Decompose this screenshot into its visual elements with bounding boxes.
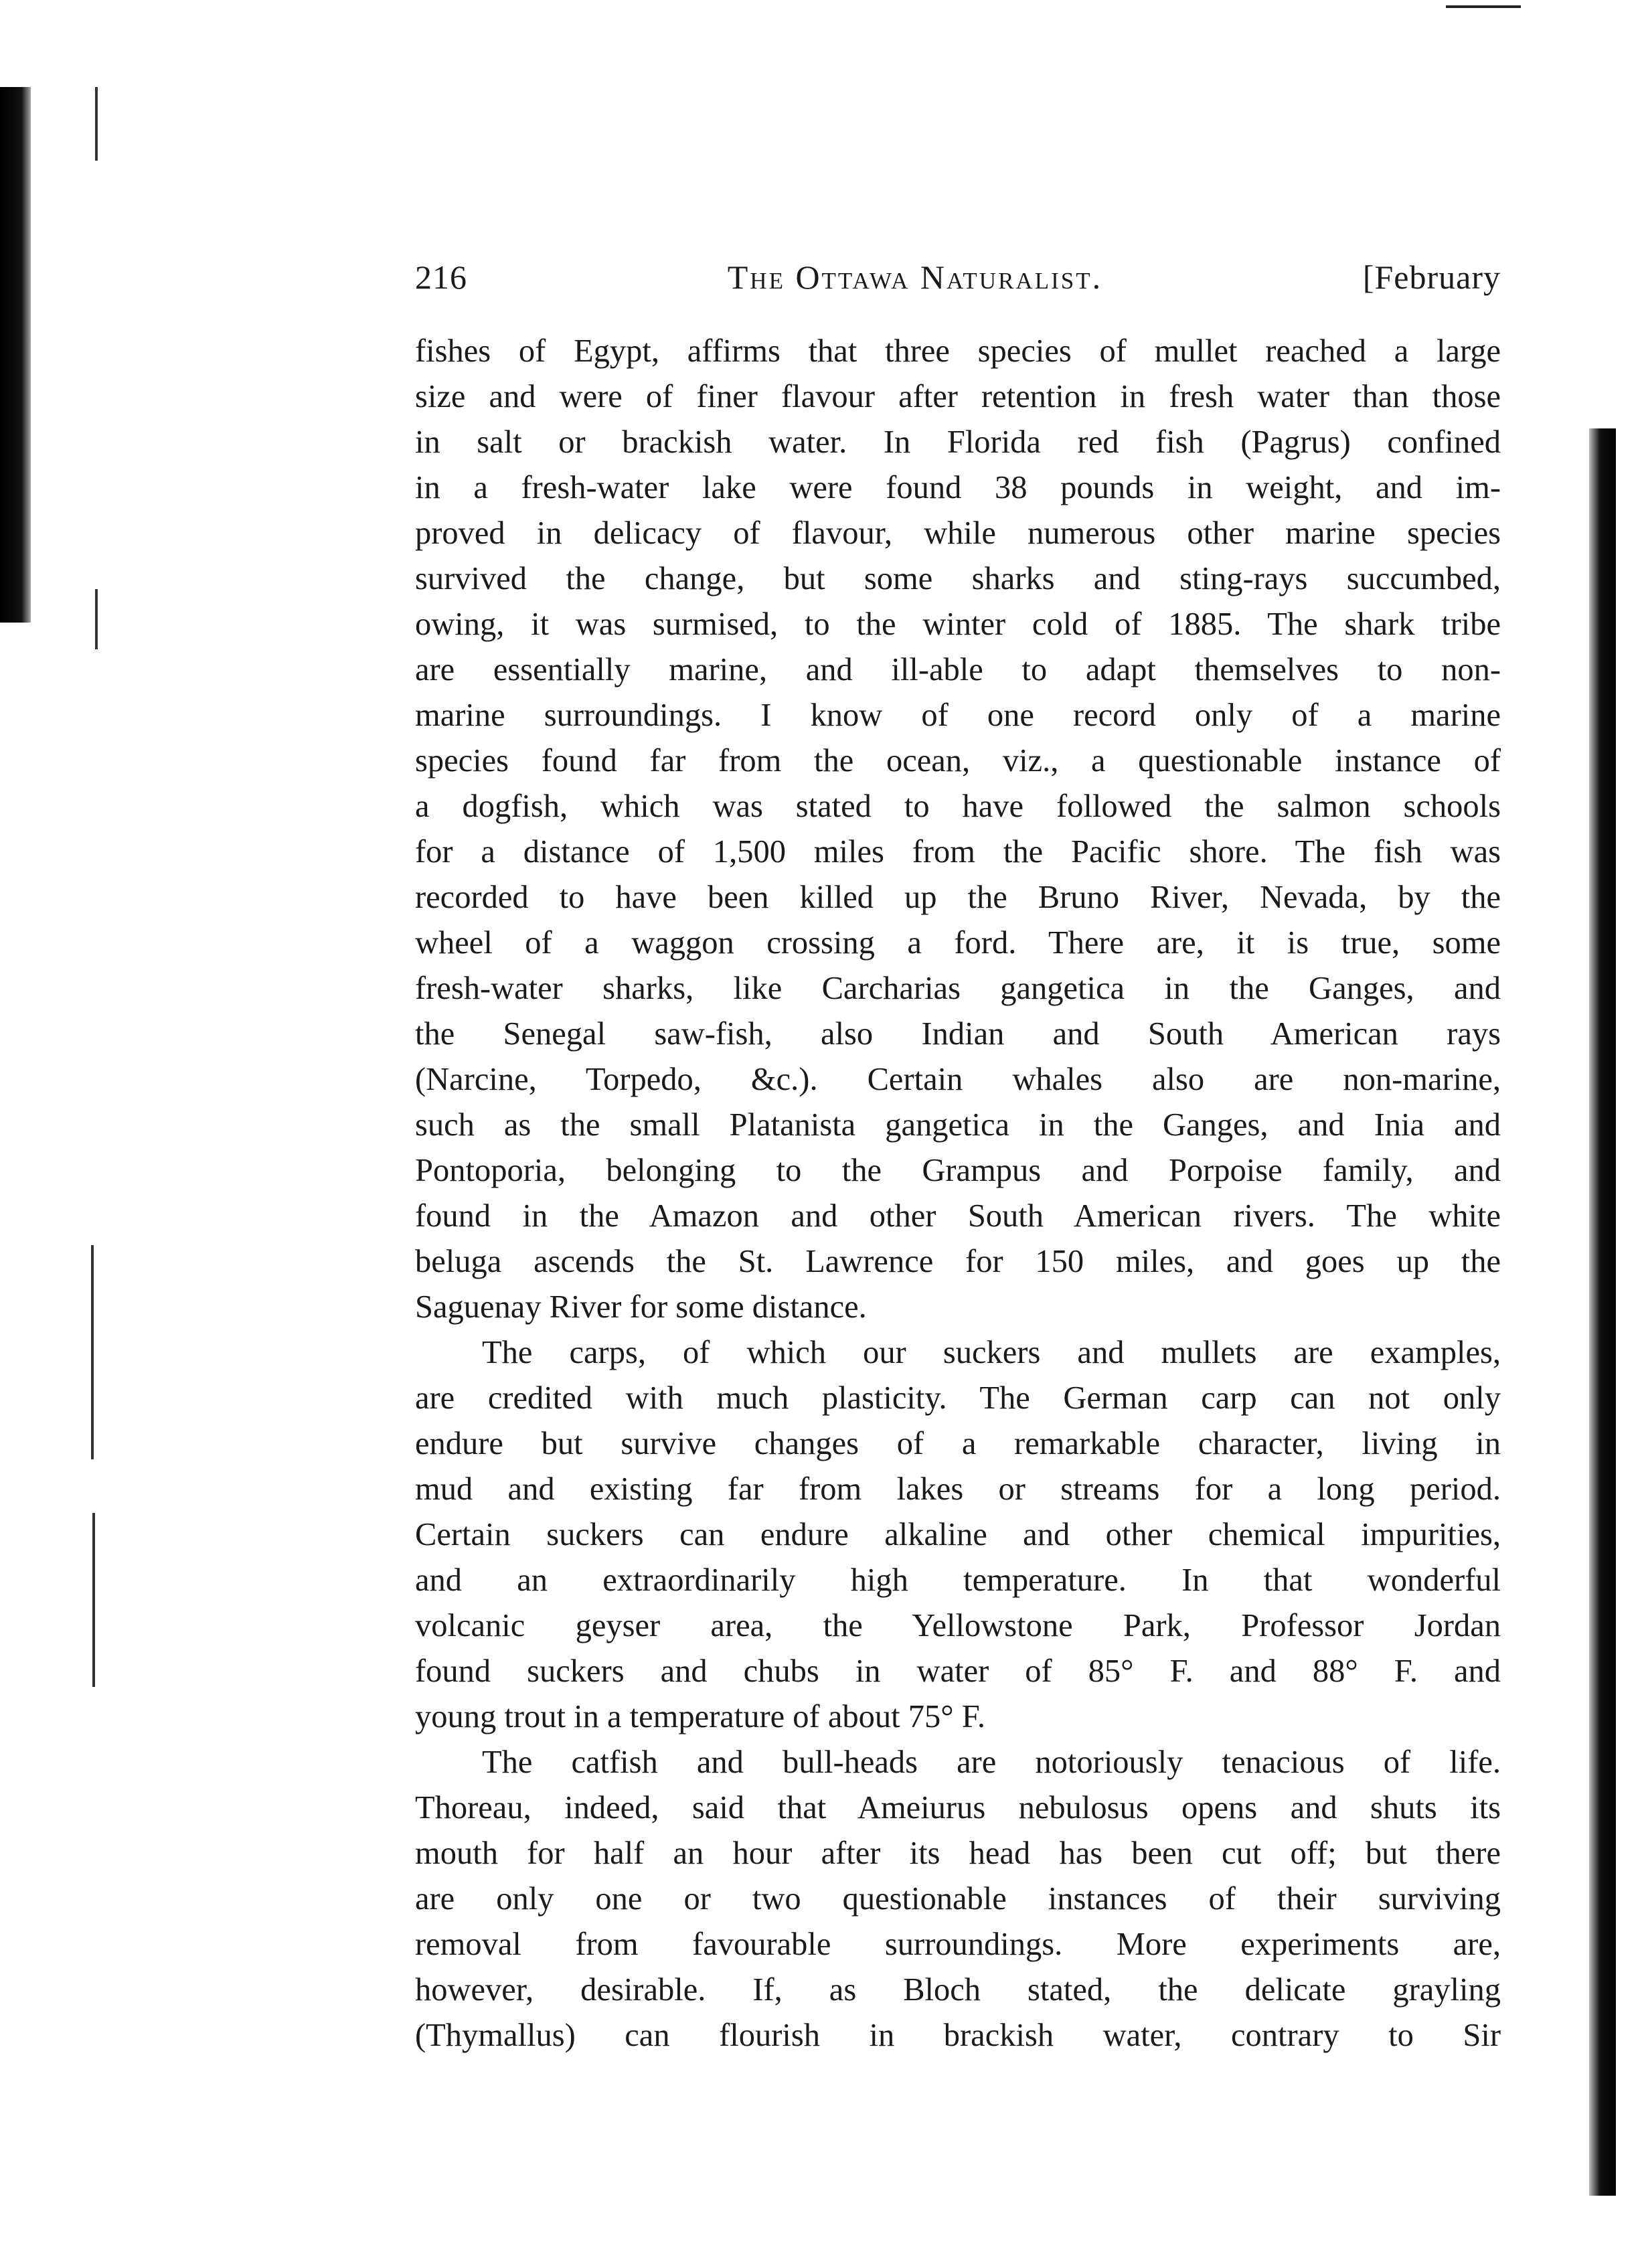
text-line: removal from favourable surroundings. More experiments are,	[415, 1927, 1501, 1962]
text-line: survived the change, but some sharks and sting-rays succumbed,	[415, 561, 1501, 596]
text-line: and an extraordinarily high temperature. In that wonderful	[415, 1562, 1501, 1598]
text-line: beluga ascends the St. Lawrence for 150 miles, and goes up the	[415, 1244, 1501, 1279]
text-line: wheel of a waggon crossing a ford. There are, it is true, some	[415, 925, 1501, 961]
text-line: The catfish and bull-heads are notoriously tenacious of life.	[482, 1745, 1501, 1780]
text-line: (Thymallus) can flourish in brackish water, contrary to Sir	[415, 2018, 1501, 2053]
text-line: Saguenay River for some distance.	[415, 1289, 867, 1325]
text-line: marine surroundings. I know of one record only of a marine	[415, 698, 1501, 733]
text-line: volcanic geyser area, the Yellowstone Park, Professor Jordan	[415, 1608, 1501, 1643]
text-line: are only one or two questionable instances of their surviving	[415, 1881, 1501, 1917]
paragraph	[415, 329, 1501, 1330]
text-line: The carps, of which our suckers and mullets are examples,	[482, 1335, 1501, 1370]
scan-mark	[95, 87, 98, 161]
text-line: (Narcine, Torpedo, &c.). Certain whales also are non-marine,	[415, 1062, 1501, 1097]
page-number: 216	[415, 258, 467, 296]
text-line: mouth for half an hour after its head has been cut off; but there	[415, 1836, 1501, 1871]
journal-title: The Ottawa Naturalist.	[727, 258, 1103, 296]
text-line: Thoreau, indeed, said that Ameiurus nebulosus opens and shuts its	[415, 1790, 1501, 1826]
text-line: found suckers and chubs in water of 85° F. and 88° F. and	[415, 1653, 1501, 1689]
scan-mark	[95, 589, 98, 649]
text-line: fresh-water sharks, like Carcharias gangetica in the Ganges, and	[415, 971, 1501, 1006]
text-line: for a distance of 1,500 miles from the Pacific shore. The fish was	[415, 834, 1501, 870]
text-line: however, desirable. If, as Bloch stated, the delicate grayling	[415, 1972, 1501, 2008]
issue-month: [February	[1362, 258, 1501, 296]
paragraph	[415, 1740, 1501, 2058]
page	[415, 258, 1501, 2058]
text-line: fishes of Egypt, affirms that three species of mullet reached a large	[415, 333, 1501, 369]
scan-edge-left	[0, 87, 31, 623]
body-text	[415, 329, 1501, 2058]
text-line: size and were of finer flavour after retention in fresh water than those	[415, 379, 1501, 414]
text-line: are essentially marine, and ill-able to adapt themselves to non-	[415, 652, 1501, 687]
text-line: mud and existing far from lakes or streams for a long period.	[415, 1471, 1501, 1507]
text-line: endure but survive changes of a remarkable character, living in	[415, 1426, 1501, 1461]
text-line: in a fresh-water lake were found 38 pounds in weight, and im-	[415, 470, 1501, 505]
scan-edge-right	[1589, 428, 1616, 2196]
text-line: Pontoporia, belonging to the Grampus and Porpoise family, and	[415, 1153, 1501, 1188]
running-head	[415, 258, 1501, 297]
scan-mark	[91, 1245, 94, 1459]
text-line: Certain suckers can endure alkaline and other chemical impurities,	[415, 1517, 1501, 1552]
paragraph	[415, 1330, 1501, 1740]
text-line: young trout in a temperature of about 75° F.	[415, 1699, 985, 1734]
text-line: proved in delicacy of flavour, while numerous other marine species	[415, 515, 1501, 551]
text-line: recorded to have been killed up the Bruno River, Nevada, by the	[415, 880, 1501, 915]
top-rule	[1446, 5, 1521, 8]
scan-mark	[92, 1513, 95, 1687]
text-line: found in the Amazon and other South American rivers. The white	[415, 1198, 1501, 1234]
text-line: owing, it was surmised, to the winter cold of 1885. The shark tribe	[415, 606, 1501, 642]
text-line: a dogfish, which was stated to have followed the salmon schools	[415, 789, 1501, 824]
text-line: the Senegal saw-fish, also Indian and South American rays	[415, 1016, 1501, 1052]
text-line: are credited with much plasticity. The German carp can not only	[415, 1380, 1501, 1416]
text-line: in salt or brackish water. In Florida red fish (Pagrus) confined	[415, 424, 1501, 460]
text-line: such as the small Platanista gangetica in the Ganges, and Inia and	[415, 1107, 1501, 1143]
text-line: species found far from the ocean, viz., a questionable instance of	[415, 743, 1501, 779]
